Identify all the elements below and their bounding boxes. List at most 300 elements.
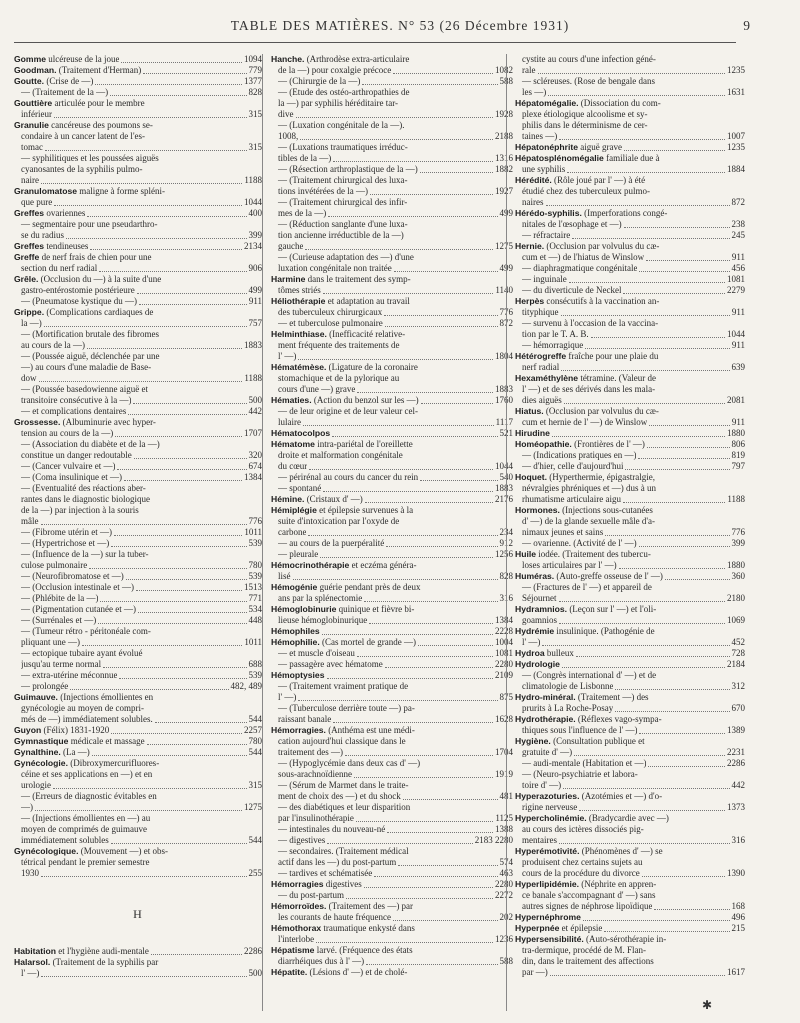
entry-text: [21, 428, 113, 439]
leader-dots: [561, 315, 730, 316]
entry-description: — (Association du diabète et de la —): [21, 439, 160, 449]
entry-text: [515, 791, 662, 801]
leader-dots: [357, 656, 493, 657]
index-entry: [14, 659, 262, 670]
page-reference: 312: [731, 681, 745, 691]
entry-text: [278, 934, 314, 945]
index-entry: [271, 395, 513, 406]
entry-keyword: Habitation: [14, 946, 57, 956]
entry-description: quinique et fièvre bi-: [336, 604, 415, 614]
index-entry: [14, 153, 262, 164]
index-entry: [271, 703, 513, 714]
index-entry: [515, 54, 745, 65]
entry-description: tion par le T. A. B.: [522, 329, 589, 339]
entry-text: [522, 857, 642, 867]
page-reference: 1004: [495, 637, 513, 647]
leader-dots: [103, 667, 246, 668]
entry-description: (Traitement d'Herman): [56, 65, 142, 75]
index-entry: [515, 285, 745, 296]
entry-text: [21, 263, 97, 274]
index-entry: [271, 967, 513, 978]
page-reference: 780: [248, 736, 262, 746]
entry-description: (Occlusion par volvulus du cæ-: [544, 241, 660, 251]
entry-text: [522, 615, 557, 626]
leader-dots: [117, 469, 246, 470]
index-entry: [271, 571, 513, 582]
entry-description: gauche: [278, 241, 304, 251]
entry-text: [515, 846, 663, 856]
leader-dots: [579, 810, 725, 811]
entry-description: les —): [522, 87, 547, 97]
page-reference: 776: [248, 516, 262, 526]
index-entry: [14, 527, 262, 538]
entry-description: ce banale s'accompagnant d' —) sans: [522, 890, 656, 900]
entry-text: [278, 835, 325, 846]
index-entry: [14, 98, 262, 109]
index-entry: [14, 791, 262, 802]
entry-text: [522, 186, 650, 196]
leader-dots: [403, 799, 498, 800]
entry-text: [278, 956, 364, 967]
index-entry: [515, 637, 745, 648]
entry-keyword: Hyperémotivité.: [515, 846, 580, 856]
entry-description: dive: [278, 109, 294, 119]
index-entry: [515, 98, 745, 109]
index-entry: [271, 593, 513, 604]
index-entry: [14, 692, 262, 703]
page-reference: 234: [499, 527, 513, 537]
index-entry: [271, 439, 513, 450]
leader-dots: [110, 95, 246, 96]
entry-description: climatologie de Lisbonne: [522, 681, 614, 691]
index-entry: [271, 582, 513, 593]
index-entry: [14, 703, 262, 714]
leader-dots: [121, 62, 242, 63]
index-entry: [271, 868, 513, 879]
index-entry: [515, 923, 745, 934]
entry-keyword: Hépatonéphrite: [515, 142, 579, 152]
leader-dots: [126, 579, 247, 580]
entry-description: thiques sous l'influence de l' —): [522, 725, 638, 735]
leader-dots: [115, 436, 242, 437]
index-entry: [14, 87, 262, 98]
leader-dots: [124, 480, 242, 481]
page-reference: 544: [248, 835, 262, 845]
entry-text: [21, 714, 153, 725]
page-reference: 1704: [495, 747, 513, 757]
page-reference: 1081: [495, 648, 513, 658]
entry-text: [21, 780, 51, 791]
index-entry: [515, 714, 745, 725]
page-reference: 1236: [495, 934, 513, 944]
entry-description: traitement des —): [278, 747, 343, 757]
leader-dots: [303, 425, 494, 426]
index-entry: [271, 758, 513, 769]
index-entry: [515, 967, 745, 978]
page-reference: 1081: [727, 274, 745, 284]
index-entry: [515, 626, 745, 637]
index-entry: [14, 538, 262, 549]
entry-text: [278, 593, 362, 604]
entry-text: [522, 769, 638, 779]
page-reference: 238: [731, 219, 745, 229]
entry-description: (Rôle joué par l' —) à été: [551, 175, 646, 185]
entry-keyword: Héliothérapie: [271, 296, 326, 306]
page-reference: 1188: [244, 175, 262, 185]
index-entry: [271, 54, 513, 65]
leader-dots: [54, 205, 242, 206]
entry-description: inférieur: [21, 109, 52, 119]
leader-dots: [346, 898, 493, 899]
page-reference: 1044: [727, 329, 745, 339]
page-reference: 500: [248, 395, 262, 405]
running-header: [0, 18, 800, 38]
leader-dots: [328, 216, 497, 217]
entry-text: [522, 230, 570, 241]
leader-dots: [567, 172, 725, 173]
page-reference: 1389: [727, 725, 745, 735]
entry-keyword: Guyon: [14, 725, 42, 735]
page-reference: 1513: [244, 582, 262, 592]
index-entry: [271, 659, 513, 670]
page-reference: 1384: [244, 472, 262, 482]
index-entry: [515, 659, 745, 670]
page-reference: 1927: [495, 186, 513, 196]
leader-dots: [552, 436, 725, 437]
entry-keyword: Hypernéphrome: [515, 912, 581, 922]
entry-description: — spontané: [278, 483, 322, 493]
entry-description: (Occlusion du —) à la suite d'une: [38, 274, 162, 284]
entry-description: au cours de la —): [21, 340, 85, 350]
entry-text: [522, 758, 646, 769]
leader-dots: [87, 216, 246, 217]
entry-text: [21, 219, 157, 229]
index-entry: [14, 857, 262, 868]
entry-description: tibles de la —): [278, 153, 332, 163]
leader-dots: [559, 843, 730, 844]
page-reference: 2286: [727, 758, 745, 768]
entry-keyword: Huméras.: [515, 571, 555, 581]
entry-description: — (Pneumatose kystique du —): [21, 296, 137, 306]
page-reference: 202: [499, 912, 513, 922]
leader-dots: [362, 84, 497, 85]
index-entry: [515, 252, 745, 263]
index-entry: [515, 384, 745, 395]
index-entry: [271, 725, 513, 736]
entry-description: (Inefficacité relative-: [326, 329, 406, 339]
leader-dots: [357, 392, 493, 393]
index-entry: [271, 527, 513, 538]
entry-text: [21, 142, 43, 153]
leader-dots: [639, 546, 730, 547]
entry-text: [522, 582, 652, 592]
entry-description: familiale due à: [603, 153, 660, 163]
page-reference: 670: [731, 703, 745, 713]
entry-description: intra-pariétal de l'oreillette: [314, 439, 413, 449]
leader-dots: [139, 304, 247, 305]
entry-text: [522, 747, 572, 758]
entry-description: actif dans les —) du post-partum: [278, 857, 397, 867]
entry-text: [522, 967, 548, 978]
index-entry: [14, 648, 262, 659]
entry-description: section du nerf radial: [21, 263, 98, 273]
leader-dots: [128, 414, 246, 415]
page-reference: 316: [731, 835, 745, 845]
index-entry: [515, 560, 745, 571]
leader-dots: [384, 315, 497, 316]
leader-dots: [53, 788, 247, 789]
entry-keyword: Hyperlipidémie.: [515, 879, 579, 889]
entry-text: [21, 571, 124, 582]
page-reference: 1044: [244, 197, 262, 207]
entry-description: stomachique et de la pylorique au: [278, 373, 400, 383]
index-entry: [515, 857, 745, 868]
index-entry: [14, 296, 262, 307]
page-reference: 911: [731, 307, 745, 317]
entry-text: [271, 395, 419, 406]
entry-description: urologie: [21, 780, 51, 790]
entry-description: ment de choix des —) et du shock: [278, 791, 401, 801]
entry-text: [522, 824, 644, 834]
entry-description: (Néphrite en appren-: [579, 879, 657, 889]
index-entry: [515, 351, 745, 362]
leader-dots: [561, 370, 729, 371]
entry-keyword: Hydroa: [515, 648, 545, 658]
entry-description: — périrénal au cours du cancer du rein: [278, 472, 419, 482]
index-entry: [271, 208, 513, 219]
entry-description: — (Neurofibromatose et —): [21, 571, 124, 581]
entry-text: [14, 54, 119, 65]
entry-text: [522, 329, 589, 340]
page-reference: 1919: [495, 769, 513, 779]
entry-text: [21, 703, 144, 713]
entry-description: rhumatisme articulaire aigu: [522, 494, 621, 504]
page-reference: 911: [731, 417, 745, 427]
leader-dots: [82, 645, 242, 646]
entry-text: [21, 164, 142, 174]
entry-keyword: Hydrémie: [515, 626, 555, 636]
leader-dots: [649, 425, 730, 426]
index-entry: [515, 703, 745, 714]
page-reference: 1880: [727, 428, 745, 438]
index-entry: [515, 769, 745, 780]
leader-dots: [111, 843, 247, 844]
leader-dots: [548, 95, 725, 96]
index-entry: [271, 197, 513, 208]
entry-description: ovariennes: [44, 208, 86, 218]
index-entry: [271, 230, 513, 241]
entry-text: [21, 802, 33, 813]
entry-description: immédiatement solubles: [21, 835, 109, 845]
entry-description: condaire à un cancer latent de l'es-: [21, 131, 146, 141]
entry-text: [515, 208, 667, 218]
page-reference: 2109: [495, 670, 513, 680]
entry-text: [522, 637, 540, 648]
entry-text: [278, 516, 399, 526]
entry-keyword: Hydro-minéral.: [515, 692, 576, 702]
header-rule: [14, 42, 736, 43]
index-entry: [271, 912, 513, 923]
entry-text: [21, 318, 42, 329]
index-entry: [515, 835, 745, 846]
entry-text: [515, 879, 656, 889]
page-reference: 534: [248, 604, 262, 614]
entry-text: [271, 604, 414, 614]
entry-description: (Hyperthermie, épigastralgie,: [546, 472, 655, 482]
leader-dots: [90, 249, 242, 250]
entry-description: tions invétérées de la —): [278, 186, 368, 196]
index-entry: [515, 197, 745, 208]
entry-description: — (Etude des ostéo-arthropathies de: [278, 87, 410, 97]
entry-description: —) au cours d'une maladie de Base-: [21, 362, 152, 372]
leader-dots: [623, 502, 725, 503]
entry-description: pliquant une —): [21, 637, 80, 647]
index-entry: [271, 483, 513, 494]
entry-text: [515, 659, 560, 670]
leader-dots: [322, 634, 493, 635]
index-entry: [14, 483, 262, 494]
entry-text: [522, 164, 565, 175]
entry-text: [21, 362, 151, 372]
index-entry: [515, 593, 745, 604]
entry-text: [271, 296, 410, 306]
page-reference: 1125: [495, 813, 513, 823]
entry-description: (Albuminurie avec hyper-: [60, 417, 156, 427]
entry-text: [515, 175, 645, 185]
entry-text: [21, 384, 148, 394]
index-entry: [14, 946, 262, 957]
entry-text: [278, 769, 352, 780]
index-entry: [14, 208, 262, 219]
index-entry: [515, 780, 745, 791]
leader-dots: [151, 954, 242, 955]
index-entry: [14, 835, 262, 846]
entry-text: [271, 879, 362, 890]
entry-keyword: Homéopathie.: [515, 439, 572, 449]
index-entry: [14, 957, 262, 968]
index-entry: [271, 505, 513, 516]
entry-description: (Bradycardie avec —): [586, 813, 669, 823]
entry-description: — (Influence de la —) sur la tuber-: [21, 549, 149, 559]
index-entry: [14, 142, 262, 153]
entry-text: [14, 692, 153, 702]
entry-description: maligne à forme spléni-: [77, 186, 166, 196]
index-entry: [515, 736, 745, 747]
page-reference: 320: [248, 450, 262, 460]
entry-description: cum et hernie de l' —) de Winslow: [522, 417, 648, 427]
entry-description: — et tuberculose pulmonaire: [278, 318, 383, 328]
entry-description: étudié chez des tuberculeux pulmo-: [522, 186, 650, 196]
entry-description: 1008,: [278, 131, 299, 141]
entry-description: — pleurale: [278, 549, 319, 559]
leader-dots: [87, 348, 242, 349]
entry-description: droite et malformation congénitale: [278, 450, 403, 460]
index-entry: [515, 791, 745, 802]
index-entry: [515, 956, 745, 967]
index-entry: [14, 362, 262, 373]
index-entry: [14, 725, 262, 736]
index-entry: [515, 670, 745, 681]
index-entry: [271, 153, 513, 164]
entry-description: tômes striés: [278, 285, 321, 295]
entry-text: [515, 549, 651, 559]
entry-text: [278, 65, 391, 76]
index-entry: [515, 417, 745, 428]
index-entry: [271, 648, 513, 659]
entry-text: [522, 307, 559, 318]
entry-text: [278, 76, 360, 87]
entry-description: lulaire: [278, 417, 301, 427]
page-reference: 1117: [495, 417, 513, 427]
page-reference: 1883: [244, 340, 262, 350]
entry-text: [21, 582, 134, 593]
entry-description: traumatique enkysté dans: [321, 923, 415, 933]
entry-text: [278, 450, 403, 460]
index-entry: [271, 296, 513, 307]
index-entry: [515, 802, 745, 813]
entry-description: consécutifs à la vaccination an-: [544, 296, 660, 306]
leader-dots: [559, 139, 725, 140]
index-entry: [271, 384, 513, 395]
entry-text: [522, 109, 647, 119]
entry-text: [522, 956, 654, 966]
entry-description: — (Hypoglycémie dans deux cas d' —): [278, 758, 421, 768]
entry-description: les courants de haute fréquence: [278, 912, 391, 922]
entry-text: [515, 142, 622, 153]
index-entry: [271, 692, 513, 703]
index-entry: [271, 879, 513, 890]
entry-text: [522, 131, 557, 142]
entry-keyword: Hématémèse.: [271, 362, 327, 372]
entry-text: [515, 505, 653, 515]
entry-description: (Frontières de l' —): [571, 439, 645, 449]
entry-text: [278, 472, 418, 483]
entry-text: [515, 626, 655, 636]
index-entry: [14, 131, 262, 142]
index-entry: [271, 274, 513, 285]
page-reference: 911: [731, 340, 745, 350]
entry-description: autres signes de néphrose lipoïdique: [522, 901, 653, 911]
entry-text: [21, 648, 142, 658]
entry-description: — (Poussée basedowienne aiguë et: [21, 384, 148, 394]
entry-keyword: Grossesse.: [14, 417, 61, 427]
entry-description: — du post-partum: [278, 890, 344, 900]
page-reference: 872: [731, 197, 745, 207]
entry-text: [278, 648, 355, 659]
entry-text: [278, 373, 399, 383]
entry-text: [14, 274, 161, 284]
index-entry: [271, 780, 513, 791]
index-entry: [14, 681, 262, 692]
index-entry: [515, 890, 745, 901]
index-entry: [515, 318, 745, 329]
index-entry: [515, 747, 745, 758]
entry-keyword: Greffes: [14, 208, 45, 218]
entry-description: — de leur origine et de leur valeur cel-: [278, 406, 418, 416]
entry-description: nerf radial: [522, 362, 560, 372]
entry-text: [515, 153, 660, 163]
index-entry: [515, 604, 745, 615]
entry-text: [522, 593, 557, 604]
index-entry: [271, 714, 513, 725]
entry-text: [515, 296, 659, 306]
entry-description: (Complications cardiaques de: [44, 307, 154, 317]
entry-text: [515, 714, 662, 724]
index-entry: [271, 670, 513, 681]
entry-description: — du diverticule de Neckel: [522, 285, 622, 295]
entry-text: [21, 968, 39, 979]
index-entry: [515, 208, 745, 219]
